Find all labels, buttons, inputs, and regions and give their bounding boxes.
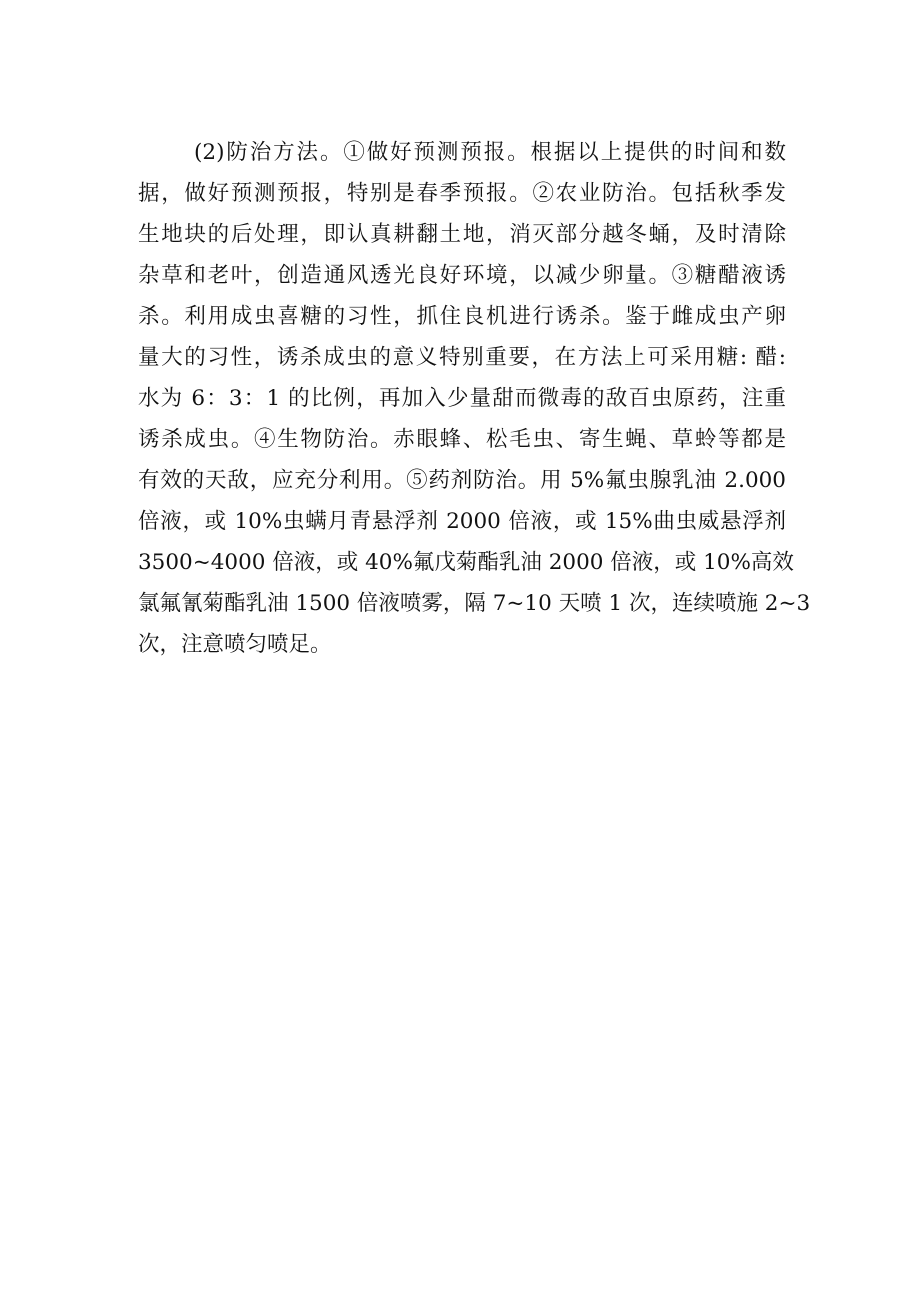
paragraph-line: 水为 6：3：1 的比例，再加入少量甜而微毒的敌百虫原药，注重	[138, 386, 786, 411]
paragraph-line: 有效的天敌，应充分利用。⑤药剂防治。用 5%氟虫腺乳油 2.000	[138, 468, 786, 493]
paragraph-line: 氯氟氰菊酯乳油 1500 倍液喷雾，隔 7~10 天喷 1 次，连续喷施 2~3	[138, 591, 811, 616]
paragraph-line: 诱杀成虫。④生物防治。赤眼蜂、松毛虫、寄生蝇、草蛉等都是	[138, 427, 786, 452]
paragraph-line: 据，做好预测预报，特别是春季预报。②农业防治。包括秋季发	[138, 181, 786, 206]
paragraph-line: 杀。利用成虫喜糖的习性，抓住良机进行诱杀。鉴于雌成虫产卵	[138, 304, 786, 329]
paragraph-line: 倍液，或 10%虫螨月青悬浮剂 2000 倍液，或 15%曲虫威悬浮剂	[138, 509, 786, 534]
paragraph-line: 量大的习性，诱杀成虫的意义特别重要，在方法上可采用糖: 醋:	[138, 345, 786, 370]
paragraph-control-methods	[138, 132, 811, 665]
paragraph-line: 3500~4000 倍液，或 40%氟戊菊酯乳油 2000 倍液，或 10%高效	[138, 550, 794, 575]
paragraph-line: (2)防治方法。①做好预测预报。根据以上提供的时间和数	[194, 140, 786, 165]
paragraph-line: 杂草和老叶，创造通风透光良好环境，以减少卵量。③糖醋液诱	[138, 263, 786, 288]
paragraph-line: 生地块的后处理，即认真耕翻土地，消灭部分越冬蛹，及时清除	[138, 222, 786, 247]
paragraph-line: 次，注意喷匀喷足。	[138, 632, 332, 657]
